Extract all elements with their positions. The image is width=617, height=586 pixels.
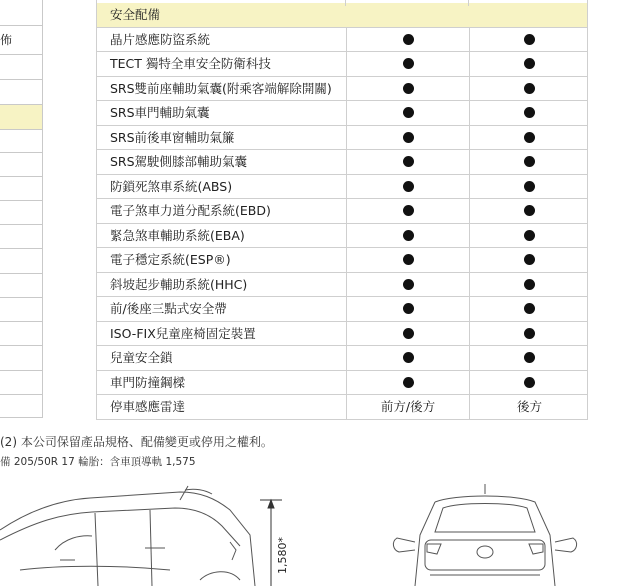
standard-equipment-cell	[469, 297, 589, 321]
tire-note: 備 205/50R 17 輪胎：含車頂導軌 1,575	[0, 456, 196, 468]
left-partial-table	[0, 0, 44, 418]
left-table-row	[0, 0, 43, 26]
left-table-row	[0, 201, 43, 225]
feature-name: 前/後座三點式安全帶	[110, 301, 227, 316]
table-row	[96, 248, 588, 273]
feature-name: TECT 獨特全車安全防衛科技	[110, 56, 271, 71]
section-header-row	[96, 3, 588, 28]
standard-equipment-cell	[346, 101, 469, 125]
standard-dot-icon	[403, 58, 414, 69]
standard-equipment-cell	[346, 150, 469, 174]
standard-dot-icon	[403, 279, 414, 290]
standard-dot-icon	[524, 83, 535, 94]
feature-name: SRS車門輔助氣囊	[110, 105, 210, 120]
standard-equipment-cell	[346, 297, 469, 321]
standard-equipment-cell	[469, 224, 589, 248]
standard-dot-icon	[524, 107, 535, 118]
left-table-row	[0, 130, 43, 153]
standard-equipment-cell	[469, 199, 589, 223]
table-row	[96, 224, 588, 249]
standard-dot-icon	[403, 328, 414, 339]
table-row	[96, 395, 588, 420]
standard-equipment-cell	[346, 346, 469, 370]
table-row	[96, 77, 588, 102]
standard-equipment-cell	[346, 52, 469, 76]
standard-equipment-cell	[469, 273, 589, 297]
left-table-row	[0, 105, 43, 130]
standard-dot-icon	[403, 254, 414, 265]
standard-dot-icon	[524, 352, 535, 363]
standard-equipment-cell	[469, 52, 589, 76]
table-row	[96, 28, 588, 53]
standard-dot-icon	[524, 132, 535, 143]
feature-name: 緊急煞車輔助系統(EBA)	[110, 227, 245, 243]
standard-equipment-cell	[469, 322, 589, 346]
feature-name: 停車感應雷達	[110, 399, 186, 414]
standard-equipment-cell	[346, 175, 469, 199]
height-dimension-label: 1,580*	[276, 537, 289, 574]
standard-dot-icon	[524, 328, 535, 339]
standard-dot-icon	[403, 156, 414, 167]
standard-equipment-cell	[346, 248, 469, 272]
column-divider	[587, 0, 588, 6]
standard-equipment-cell	[346, 199, 469, 223]
left-table-row	[0, 225, 43, 249]
left-table-row	[0, 298, 43, 322]
standard-dot-icon	[524, 205, 535, 216]
table-row	[96, 199, 588, 224]
feature-name: 電子煞車力道分配系統(EBD)	[110, 203, 271, 218]
standard-equipment-cell	[469, 175, 589, 199]
left-table-row	[0, 346, 43, 371]
car-rear-view-drawing	[385, 480, 585, 586]
standard-dot-icon	[403, 83, 414, 94]
standard-equipment-cell	[469, 101, 589, 125]
standard-dot-icon	[524, 34, 535, 45]
standard-dot-icon	[403, 377, 414, 388]
standard-dot-icon	[403, 205, 414, 216]
section-title: 安全配備	[110, 7, 161, 22]
feature-name: SRS雙前座輔助氣囊(附乘客端解除開關)	[110, 80, 332, 96]
standard-equipment-cell	[346, 224, 469, 248]
left-table-row	[0, 322, 43, 346]
car-side-view-drawing	[0, 480, 300, 586]
column-divider	[345, 0, 346, 6]
standard-dot-icon	[524, 156, 535, 167]
standard-equipment-cell	[469, 28, 589, 52]
standard-dot-icon	[403, 181, 414, 192]
table-row	[96, 322, 588, 347]
standard-equipment-cell	[469, 77, 589, 101]
feature-name: SRS前後車窗輔助氣簾	[110, 129, 235, 145]
equipment-value-cell: 前方/後方	[346, 395, 469, 419]
standard-dot-icon	[403, 107, 414, 118]
left-table-row	[0, 249, 43, 274]
table-row	[96, 52, 588, 77]
table-row	[96, 297, 588, 322]
standard-equipment-cell	[469, 371, 589, 395]
table-row	[96, 273, 588, 298]
table-row	[96, 101, 588, 126]
equipment-value-cell: 後方	[469, 395, 589, 419]
feature-name: 防鎖死煞車系統(ABS)	[110, 178, 233, 194]
standard-equipment-cell	[469, 150, 589, 174]
feature-name: SRS駕駛側膝部輔助氣囊	[110, 154, 248, 169]
standard-dot-icon	[524, 279, 535, 290]
left-table-row	[0, 371, 43, 395]
standard-equipment-cell	[346, 28, 469, 52]
feature-name: 車門防撞鋼樑	[110, 374, 186, 390]
left-table-row	[0, 153, 43, 177]
standard-dot-icon	[403, 352, 414, 363]
column-divider	[96, 0, 97, 6]
standard-dot-icon	[403, 230, 414, 241]
feature-name: 電子穩定系統(ESP®)	[110, 252, 231, 267]
left-table-row	[0, 177, 43, 201]
standard-equipment-cell	[469, 346, 589, 370]
standard-dot-icon	[524, 303, 535, 314]
table-row	[96, 150, 588, 175]
table-row	[96, 371, 588, 396]
standard-equipment-cell	[346, 126, 469, 150]
table-row	[96, 175, 588, 200]
standard-dot-icon	[524, 181, 535, 192]
left-table-row	[0, 55, 43, 80]
standard-dot-icon	[524, 58, 535, 69]
standard-dot-icon	[524, 230, 535, 241]
left-table-row	[0, 274, 43, 298]
standard-equipment-cell	[346, 273, 469, 297]
standard-dot-icon	[403, 34, 414, 45]
standard-equipment-cell	[346, 371, 469, 395]
left-table-row: 佈	[0, 26, 43, 55]
feature-name: 晶片感應防盜系統	[110, 31, 211, 47]
table-row	[96, 346, 588, 371]
standard-dot-icon	[524, 254, 535, 265]
feature-name: ISO-FIX兒童座椅固定裝置	[110, 325, 256, 341]
standard-equipment-cell	[469, 126, 589, 150]
standard-equipment-cell	[346, 322, 469, 346]
feature-name: 斜坡起步輔助系統(HHC)	[110, 276, 248, 292]
left-table-row	[0, 80, 43, 105]
disclaimer-note: (2) 本公司保留產品規格、配備變更或停用之權利。	[0, 435, 273, 449]
standard-dot-icon	[524, 377, 535, 388]
standard-equipment-cell	[469, 248, 589, 272]
standard-dot-icon	[403, 132, 414, 143]
standard-equipment-cell	[346, 77, 469, 101]
standard-dot-icon	[403, 303, 414, 314]
table-row	[96, 126, 588, 151]
column-divider	[468, 0, 469, 6]
feature-name: 兒童安全鎖	[110, 350, 173, 365]
left-table-row	[0, 395, 43, 418]
